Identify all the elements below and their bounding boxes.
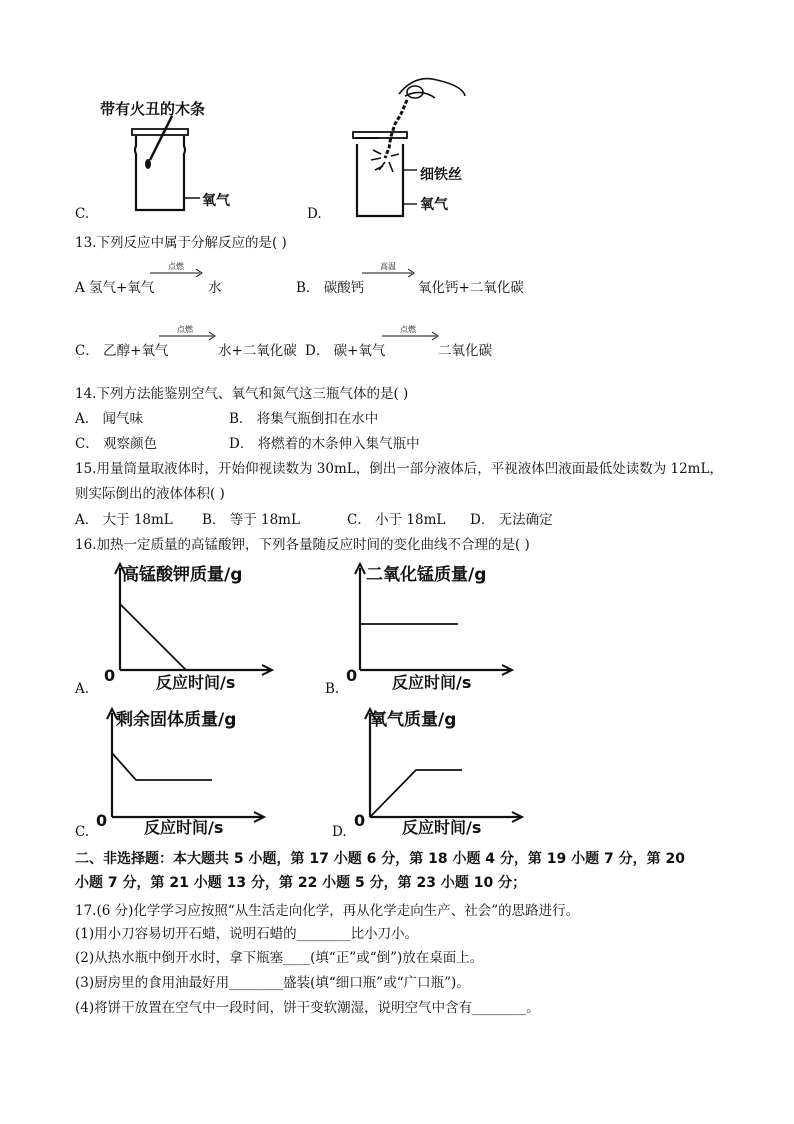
oxygen-label-c: 氧气: [202, 193, 230, 209]
q13-c-arrow: [159, 331, 219, 341]
option-letter-d: D.: [307, 206, 322, 222]
graph-d-xlabel: 反应时间/s: [402, 818, 482, 837]
q13-option-d: D． 碳+氧气: [305, 343, 386, 359]
q14-option-c: C． 观察颜色: [75, 436, 158, 452]
q13-c-condition: 点燃: [177, 325, 193, 334]
graph-d-origin: 0: [354, 811, 366, 830]
q17-sub1: (1)用小刀容易切开石蜡，说明石蜡的________比小刀小。: [75, 926, 419, 942]
q13-b-product: 氧化钙+二氧化碳: [418, 280, 524, 296]
q13-c-product: 水+二氧化碳: [218, 343, 297, 359]
q13-b-arrow: [362, 268, 418, 278]
graph-c-origin: 0: [96, 811, 108, 830]
q13-d-product: 二氧化碳: [438, 343, 492, 359]
graph-a-xlabel: 反应时间/s: [156, 673, 236, 692]
q14-option-d: D． 将燃着的木条伸入集气瓶中: [229, 436, 420, 452]
graph-c-letter: C.: [75, 824, 90, 840]
q15-option-c: C． 小于 18mL: [347, 512, 446, 528]
q16-stem: 16.加热一定质量的高锰酸钾，下列各量随反应时间的变化曲线不合理的是( ): [75, 537, 530, 553]
iron-wire-label: 细铁丝: [420, 167, 462, 183]
graph-b-ylabel: 二氧化锰质量/g: [366, 565, 487, 585]
option-letter-c: C.: [75, 206, 90, 222]
q13-a-condition: 点燃: [168, 262, 184, 271]
bottle-iron-wire-figure: [345, 66, 485, 218]
graph-d-letter: D.: [332, 824, 347, 840]
q13-d-arrow: [382, 331, 442, 341]
q14-option-a: A． 闻气味: [75, 411, 144, 427]
q13-a-product: 水: [208, 280, 222, 296]
q15-stem-line2: 则实际倒出的液体体积( ): [75, 486, 225, 502]
graph-a-ylabel: 高锰酸钾质量/g: [122, 565, 243, 585]
q14-option-b: B． 将集气瓶倒扣在水中: [229, 411, 379, 427]
graph-d-ylabel: 氧气质量/g: [370, 710, 457, 730]
q14-stem: 14.下列方法能鉴别空气、氧气和氮气这三瓶气体的是( ): [75, 386, 409, 402]
q13-a-arrow: [150, 268, 206, 278]
graph-c-curve: [112, 753, 212, 780]
q13-option-c: C． 乙醇+氧气: [75, 343, 169, 359]
q17-stem: 17.(6 分)化学学习应按照“从生活走向化学，再从化学走向生产、社会”的思路进行。: [75, 903, 580, 919]
graph-c-xlabel: 反应时间/s: [144, 818, 224, 837]
graph-b-letter: B.: [325, 681, 340, 697]
graph-b-xlabel: 反应时间/s: [392, 673, 472, 692]
q13-stem: 13.下列反应中属于分解反应的是( ): [75, 235, 287, 251]
q15-stem-line1: 15.用量筒量取液体时，开始仰视读数为 30mL，倒出一部分液体后，平视液体凹液面最低处读数为 12mL，: [75, 461, 723, 477]
graph-c-ylabel: 剩余固体质量/g: [116, 710, 237, 730]
graph-a-origin: 0: [104, 666, 116, 685]
graph-b-origin: 0: [346, 666, 358, 685]
oxygen-label-d: 氧气: [420, 197, 448, 213]
q15-option-d: D． 无法确定: [470, 512, 553, 528]
q13-d-condition: 点燃: [400, 325, 416, 334]
q15-option-b: B． 等于 18mL: [202, 512, 300, 528]
q13-b-condition: 高温: [380, 262, 396, 271]
q17-sub2: (2)从热水瓶中倒开水时，拿下瓶塞____(填“正”或“倒”)放在桌面上。: [75, 950, 484, 966]
section2-heading-line2: 小题 7 分，第 21 小题 13 分，第 22 小题 5 分，第 23 小题 10 分；: [75, 875, 527, 891]
graph-a-letter: A.: [75, 681, 90, 697]
q13-option-a: A 氢气+氧气: [75, 280, 155, 296]
graph-d-curve: [370, 770, 462, 817]
q17-sub4: (4)将饼干放置在空气中一段时间，饼干变软潮湿，说明空气中含有________。: [75, 1000, 540, 1016]
section2-heading-line1: 二、非选择题：本大题共 5 小题，第 17 小题 6 分，第 18 小题 4 分，第 19 小题 7 分，第 20: [75, 851, 686, 867]
graph-a-curve: [120, 604, 186, 670]
q17-sub3: (3)厨房里的食用油最好用________盛装(填“细口瓶”或“广口瓶”)。: [75, 975, 470, 991]
q13-option-b: B． 碳酸钙: [296, 280, 365, 296]
q15-option-a: A． 大于 18mL: [75, 512, 173, 528]
wood-strip-label: 带有火丑的木条: [100, 100, 206, 118]
